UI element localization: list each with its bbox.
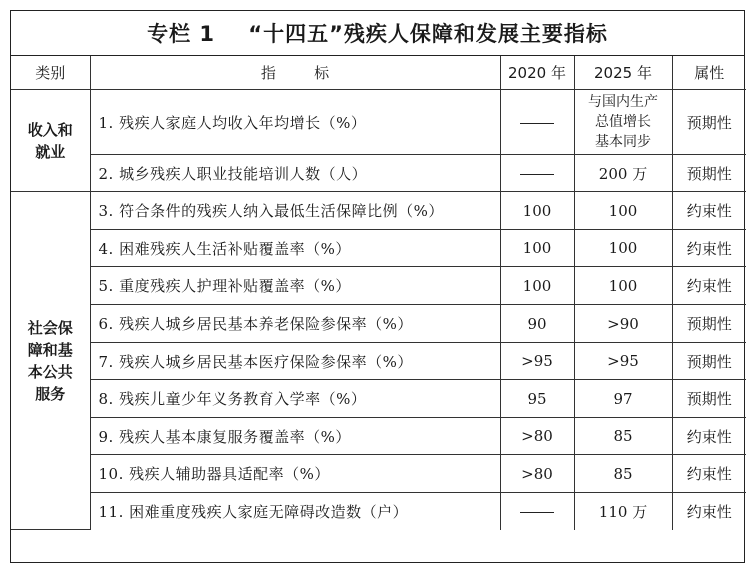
table-row [11,493,746,530]
attribute-cell: 约束性 [672,230,746,267]
indicator-cell: 9. 残疾人基本康复服务覆盖率（%） [90,418,500,455]
indicator-cell: 10. 残疾人辅助器具适配率（%） [90,455,500,493]
table-row [11,192,746,230]
indicator-cell: 8. 残疾儿童少年义务教育入学率（%） [90,380,500,418]
attribute-cell: 预期性 [672,343,746,380]
value-2025-cell: 100 [574,267,672,305]
dash-mark [520,512,554,513]
indicator-table-panel [10,10,745,563]
table-row [11,230,746,267]
value-2020-cell [500,90,574,155]
attribute-cell: 预期性 [672,90,746,155]
header-attribute: 属性 [672,56,746,90]
value-2020-cell: 100 [500,230,574,267]
header-row [11,56,746,90]
dash-mark [520,123,554,124]
header-category: 类别 [11,56,90,90]
indicators-table [11,56,746,530]
value-2025-cell: 与国内生产 总值增长 基本同步 [574,90,672,155]
indicator-cell: 3. 符合条件的残疾人纳入最低生活保障比例（%） [90,192,500,230]
indicator-cell: 6. 残疾人城乡居民基本养老保险参保率（%） [90,305,500,343]
value-2025-cell: >90 [574,305,672,343]
value-2020-cell [500,493,574,530]
value-2025-cell: 85 [574,418,672,455]
title-text: 专栏 1 “十四五”残疾人保障和发展主要指标 [147,22,608,46]
attribute-cell: 约束性 [672,493,746,530]
value-2025-cell: 100 [574,230,672,267]
indicator-cell: 7. 残疾人城乡居民基本医疗保险参保率（%） [90,343,500,380]
header-2020: 2020 年 [500,56,574,90]
value-2025-cell: 200 万 [574,155,672,192]
indicator-cell: 4. 困难残疾人生活补贴覆盖率（%） [90,230,500,267]
value-2025-cell: >95 [574,343,672,380]
value-2025-cell: 110 万 [574,493,672,530]
value-2020-cell: 95 [500,380,574,418]
table-row [11,418,746,455]
value-2020-cell [500,155,574,192]
value-2025-cell: 97 [574,380,672,418]
table-title [11,11,744,56]
attribute-cell: 约束性 [672,418,746,455]
header-2025: 2025 年 [574,56,672,90]
table-row [11,267,746,305]
indicator-cell: 11. 困难重度残疾人家庭无障碍改造数（户） [90,493,500,530]
indicator-cell: 5. 重度残疾人护理补贴覆盖率（%） [90,267,500,305]
table-row [11,380,746,418]
table-row [11,155,746,192]
table-row [11,343,746,380]
dash-mark [520,174,554,175]
value-2020-cell: 100 [500,267,574,305]
indicator-cell: 1. 残疾人家庭人均收入年均增长（%） [90,90,500,155]
header-indicator: 指 标 [90,56,500,90]
attribute-cell: 约束性 [672,455,746,493]
category-cell: 收入和 就业 [11,90,90,192]
attribute-cell: 预期性 [672,155,746,192]
value-2025-cell: 85 [574,455,672,493]
table-row [11,90,746,155]
value-2020-cell: 90 [500,305,574,343]
value-2020-cell: >80 [500,418,574,455]
table-row [11,305,746,343]
attribute-cell: 约束性 [672,192,746,230]
category-cell: 社会保 障和基 本公共 服务 [11,192,90,530]
indicator-cell: 2. 城乡残疾人职业技能培训人数（人） [90,155,500,192]
attribute-cell: 预期性 [672,380,746,418]
attribute-cell: 约束性 [672,267,746,305]
attribute-cell: 预期性 [672,305,746,343]
value-2025-cell: 100 [574,192,672,230]
value-2020-cell: >95 [500,343,574,380]
value-2020-cell: 100 [500,192,574,230]
table-row [11,455,746,493]
value-2020-cell: >80 [500,455,574,493]
